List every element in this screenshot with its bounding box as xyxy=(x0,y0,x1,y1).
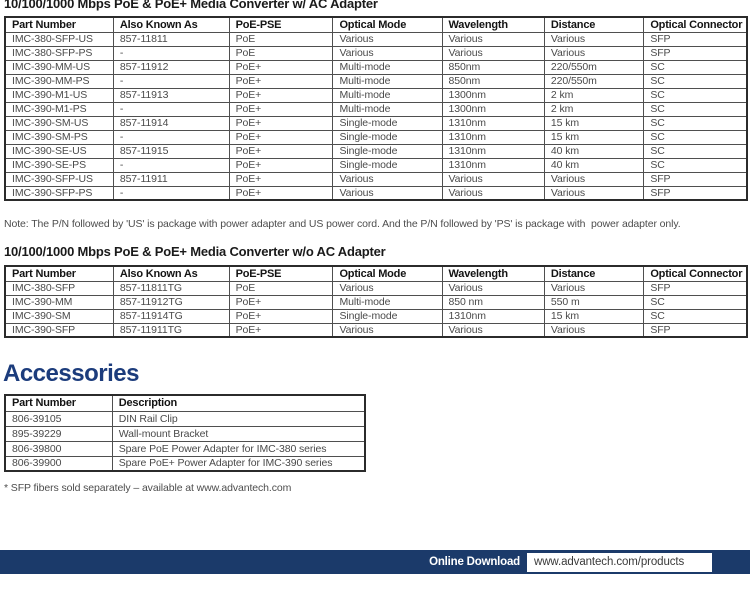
table-cell: Various xyxy=(544,186,643,200)
media-converter-table-with-ac-adapter xyxy=(4,16,748,201)
table-cell: Various xyxy=(442,32,544,46)
table-cell: PoE xyxy=(229,32,333,46)
table-cell: Various xyxy=(333,172,442,186)
table-cell: IMC-390-MM-US xyxy=(5,60,113,74)
table-cell: 15 km xyxy=(544,309,643,323)
table-cell: 1310nm xyxy=(442,130,544,144)
table-cell: PoE+ xyxy=(229,295,333,309)
table-row xyxy=(5,323,747,337)
table-cell: SC xyxy=(644,295,747,309)
table-cell: - xyxy=(113,74,229,88)
table-cell: PoE+ xyxy=(229,60,333,74)
table-cell: SFP xyxy=(644,172,747,186)
column-header: PoE-PSE xyxy=(229,17,333,32)
table-cell: 857-11911TG xyxy=(113,323,229,337)
table-cell: 15 km xyxy=(544,130,643,144)
table-cell: IMC-390-M1-US xyxy=(5,88,113,102)
table-cell: - xyxy=(113,102,229,116)
table-row xyxy=(5,130,747,144)
table-cell: 806-39900 xyxy=(5,456,112,471)
table-row xyxy=(5,102,747,116)
table-cell: 220/550m xyxy=(544,74,643,88)
packaging-note: Note: The P/N followed by 'US' is package with power adapter and US power cord. And the P/N followed by 'PS' is package with power adapter only. xyxy=(4,218,681,230)
table-cell: 806-39800 xyxy=(5,441,112,456)
table-cell: SFP xyxy=(644,32,747,46)
table-cell: Multi-mode xyxy=(333,295,442,309)
table-cell: 857-11811 xyxy=(113,32,229,46)
column-header: Description xyxy=(112,395,365,411)
table-row xyxy=(5,309,747,323)
table-cell: - xyxy=(113,158,229,172)
table-cell: Various xyxy=(333,281,442,295)
accessories-heading: Accessories xyxy=(3,360,139,387)
table-cell: Various xyxy=(442,172,544,186)
table-cell: IMC-390-SFP xyxy=(5,323,113,337)
table-cell: Various xyxy=(333,32,442,46)
accessories-table xyxy=(4,394,366,472)
table-cell: Various xyxy=(544,172,643,186)
table-row xyxy=(5,295,747,309)
table-cell: Single-mode xyxy=(333,130,442,144)
table-cell: PoE+ xyxy=(229,74,333,88)
table-cell: PoE+ xyxy=(229,116,333,130)
column-header: Distance xyxy=(544,17,643,32)
table-cell: IMC-390-SM xyxy=(5,309,113,323)
table-cell: - xyxy=(113,46,229,60)
table-row xyxy=(5,88,747,102)
table-cell: Various xyxy=(544,32,643,46)
table-cell: IMC-390-SE-PS xyxy=(5,158,113,172)
column-header: Also Known As xyxy=(113,266,229,281)
table-cell: IMC-390-MM xyxy=(5,295,113,309)
table-cell: PoE+ xyxy=(229,102,333,116)
table-cell: IMC-380-SFP-PS xyxy=(5,46,113,60)
header-row xyxy=(5,266,747,281)
table-cell: 1310nm xyxy=(442,158,544,172)
column-header: Distance xyxy=(544,266,643,281)
header-row xyxy=(5,17,747,32)
table-row xyxy=(5,456,365,471)
table-cell: 857-11912 xyxy=(113,60,229,74)
table-row xyxy=(5,60,747,74)
table-cell: Multi-mode xyxy=(333,60,442,74)
table-cell: IMC-380-SFP xyxy=(5,281,113,295)
table-cell: SC xyxy=(644,309,747,323)
table-row xyxy=(5,116,747,130)
table-cell: PoE+ xyxy=(229,172,333,186)
table-cell: SFP xyxy=(644,186,747,200)
table-row xyxy=(5,158,747,172)
column-header: Also Known As xyxy=(113,17,229,32)
table-cell: Various xyxy=(442,281,544,295)
table-cell: 40 km xyxy=(544,158,643,172)
table-cell: PoE+ xyxy=(229,309,333,323)
table-cell: PoE+ xyxy=(229,144,333,158)
column-header: Optical Mode xyxy=(333,266,442,281)
table-cell: Various xyxy=(442,186,544,200)
table-cell: 2 km xyxy=(544,88,643,102)
column-header: Wavelength xyxy=(442,266,544,281)
table-cell: SC xyxy=(644,60,747,74)
table-cell: IMC-390-SE-US xyxy=(5,144,113,158)
table-cell: IMC-380-SFP-US xyxy=(5,32,113,46)
table-cell: 857-11915 xyxy=(113,144,229,158)
table-cell: IMC-390-SFP-US xyxy=(5,172,113,186)
table-cell: Various xyxy=(442,323,544,337)
column-header: Wavelength xyxy=(442,17,544,32)
table-cell: PoE+ xyxy=(229,186,333,200)
table-cell: 857-11912TG xyxy=(113,295,229,309)
table-row xyxy=(5,74,747,88)
table-row xyxy=(5,426,365,441)
table-cell: 1310nm xyxy=(442,309,544,323)
table-row xyxy=(5,441,365,456)
table-cell: 857-11914TG xyxy=(113,309,229,323)
table-row xyxy=(5,46,747,60)
table-cell: 895-39229 xyxy=(5,426,112,441)
table-cell: Various xyxy=(442,46,544,60)
table-cell: Single-mode xyxy=(333,116,442,130)
table-row xyxy=(5,411,365,426)
table-cell: Various xyxy=(544,323,643,337)
table-cell: 850 nm xyxy=(442,295,544,309)
table-cell: Spare PoE Power Adapter for IMC-380 series xyxy=(112,441,365,456)
column-header: Optical Connector xyxy=(644,17,747,32)
table-cell: SC xyxy=(644,88,747,102)
table-cell: SC xyxy=(644,116,747,130)
table-cell: PoE+ xyxy=(229,323,333,337)
table-cell: 806-39105 xyxy=(5,411,112,426)
table-cell: Various xyxy=(544,281,643,295)
table-cell: IMC-390-SFP-PS xyxy=(5,186,113,200)
table-cell: IMC-390-SM-PS xyxy=(5,130,113,144)
table-cell: Single-mode xyxy=(333,309,442,323)
table-cell: 550 m xyxy=(544,295,643,309)
table-cell: Various xyxy=(333,323,442,337)
table-cell: Multi-mode xyxy=(333,102,442,116)
download-url-link[interactable]: www.advantech.com/products xyxy=(527,553,712,572)
column-header: Part Number xyxy=(5,266,113,281)
table-row xyxy=(5,144,747,158)
sfp-fibers-footnote: * SFP fibers sold separately – available at www.advantech.com xyxy=(4,482,292,494)
table-cell: IMC-390-SM-US xyxy=(5,116,113,130)
online-download-bar xyxy=(0,550,750,574)
section-title-without-ac-adapter: 10/100/1000 Mbps PoE & PoE+ Media Converter w/o AC Adapter xyxy=(4,244,386,259)
table-cell: DIN Rail Clip xyxy=(112,411,365,426)
column-header: Part Number xyxy=(5,17,113,32)
column-header: Part Number xyxy=(5,395,112,411)
table-cell: 850nm xyxy=(442,60,544,74)
table-cell: SFP xyxy=(644,323,747,337)
table-cell: 857-11811TG xyxy=(113,281,229,295)
table-cell: - xyxy=(113,186,229,200)
table-cell: Wall-mount Bracket xyxy=(112,426,365,441)
table-cell: 220/550m xyxy=(544,60,643,74)
table-cell: SC xyxy=(644,144,747,158)
table-cell: Various xyxy=(333,46,442,60)
media-converter-table-without-ac-adapter xyxy=(4,265,748,338)
table-cell: IMC-390-M1-PS xyxy=(5,102,113,116)
table-cell: PoE+ xyxy=(229,88,333,102)
table-cell: IMC-390-MM-PS xyxy=(5,74,113,88)
table-cell: SC xyxy=(644,130,747,144)
table-cell: SFP xyxy=(644,281,747,295)
table-cell: 1310nm xyxy=(442,116,544,130)
table-cell: 1300nm xyxy=(442,88,544,102)
table-cell: Single-mode xyxy=(333,144,442,158)
table-cell: 15 km xyxy=(544,116,643,130)
table-cell: SC xyxy=(644,74,747,88)
table-cell: - xyxy=(113,130,229,144)
table-cell: 1300nm xyxy=(442,102,544,116)
table-cell: SC xyxy=(644,158,747,172)
table-cell: 1310nm xyxy=(442,144,544,158)
table-cell: 40 km xyxy=(544,144,643,158)
table-cell: PoE+ xyxy=(229,158,333,172)
table-cell: SFP xyxy=(644,46,747,60)
table-cell: PoE xyxy=(229,46,333,60)
table-cell: 857-11911 xyxy=(113,172,229,186)
online-download-label: Online Download xyxy=(429,556,520,568)
table-cell: Various xyxy=(333,186,442,200)
table-cell: SC xyxy=(644,102,747,116)
table-cell: 857-11913 xyxy=(113,88,229,102)
column-header: Optical Mode xyxy=(333,17,442,32)
table-cell: Spare PoE+ Power Adapter for IMC-390 series xyxy=(112,456,365,471)
column-header: PoE-PSE xyxy=(229,266,333,281)
table-cell: Multi-mode xyxy=(333,88,442,102)
section-title-with-ac-adapter: 10/100/1000 Mbps PoE & PoE+ Media Converter w/ AC Adapter xyxy=(4,0,378,11)
table-cell: PoE+ xyxy=(229,130,333,144)
table-cell: 857-11914 xyxy=(113,116,229,130)
table-cell: 2 km xyxy=(544,102,643,116)
table-row xyxy=(5,186,747,200)
table-cell: Single-mode xyxy=(333,158,442,172)
table-cell: Various xyxy=(544,46,643,60)
table-row xyxy=(5,172,747,186)
table-row xyxy=(5,32,747,46)
table-cell: Multi-mode xyxy=(333,74,442,88)
table-cell: 850nm xyxy=(442,74,544,88)
column-header: Optical Connector xyxy=(644,266,747,281)
table-row xyxy=(5,281,747,295)
table-cell: PoE xyxy=(229,281,333,295)
header-row xyxy=(5,395,365,411)
